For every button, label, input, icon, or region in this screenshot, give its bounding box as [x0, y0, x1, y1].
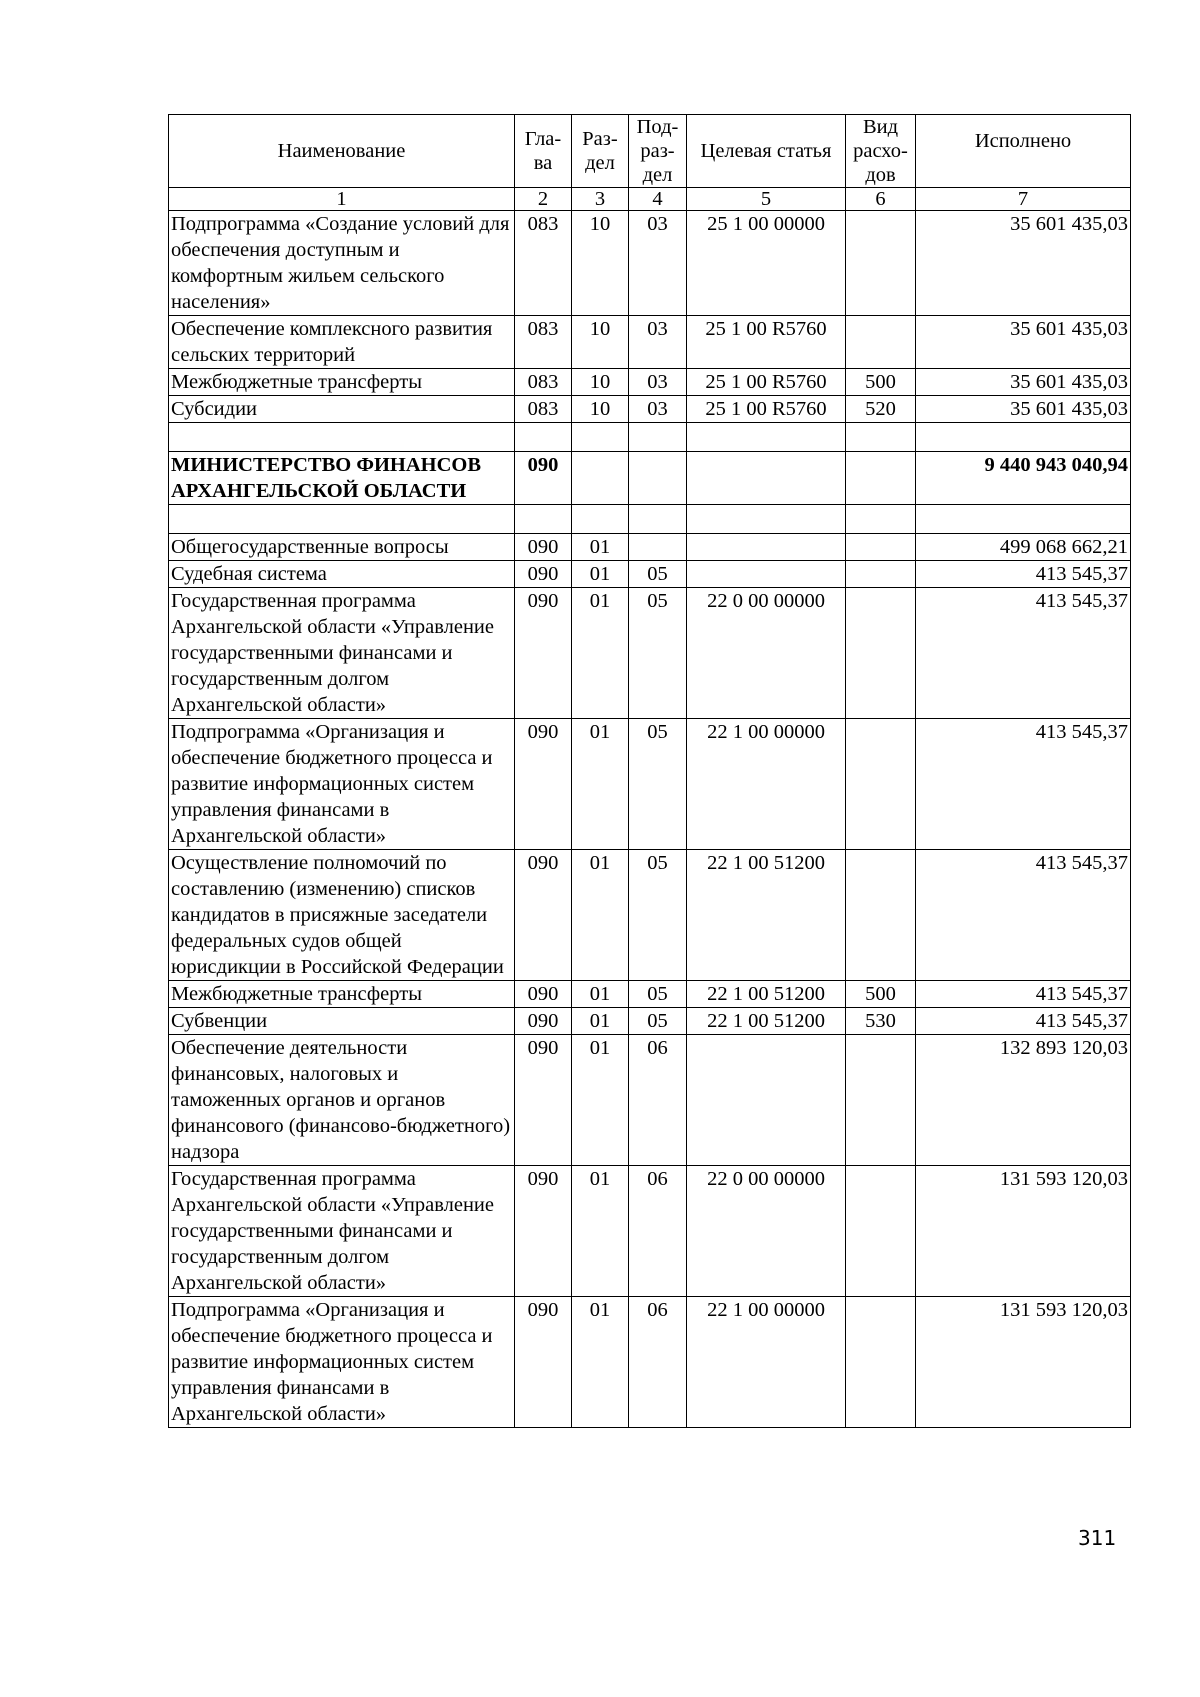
cell-name: Подпрограмма «Организация и обеспечение бюджетного процесса и развитие информационных систем управления финансами в Архангельской области»: [169, 1297, 515, 1428]
table-row: [169, 981, 1131, 1008]
cell-name: Общегосударственные вопросы: [169, 534, 515, 561]
cell-chapter: [515, 423, 572, 452]
cell-expense-type: [846, 423, 916, 452]
cell-subsection: 05: [629, 719, 687, 850]
cell-subsection: 03: [629, 316, 687, 369]
cell-name: Субсидии: [169, 396, 515, 423]
cell-section: 01: [572, 850, 629, 981]
budget-table: [168, 114, 1131, 1428]
cell-executed: 35 601 435,03: [916, 369, 1131, 396]
cell-expense-type: 520: [846, 396, 916, 423]
cell-chapter: 090: [515, 588, 572, 719]
cell-subsection: 05: [629, 981, 687, 1008]
header-expense-type: Вид расхо- дов: [846, 115, 916, 188]
cell-section: 10: [572, 211, 629, 316]
cell-chapter: 090: [515, 452, 572, 505]
header-subsection: Под- раз- дел: [629, 115, 687, 188]
cell-chapter: 090: [515, 981, 572, 1008]
cell-chapter: [515, 505, 572, 534]
cell-chapter: 090: [515, 561, 572, 588]
cell-target: 25 1 00 R5760: [687, 369, 846, 396]
cell-target: 25 1 00 00000: [687, 211, 846, 316]
cell-executed: 35 601 435,03: [916, 316, 1131, 369]
cell-executed: 132 893 120,03: [916, 1035, 1131, 1166]
cell-expense-type: [846, 1166, 916, 1297]
cell-target: [687, 423, 846, 452]
cell-chapter: 090: [515, 719, 572, 850]
cell-chapter: 083: [515, 211, 572, 316]
cell-executed: 499 068 662,21: [916, 534, 1131, 561]
cell-executed: 413 545,37: [916, 981, 1131, 1008]
cell-section: [572, 452, 629, 505]
cell-name: Обеспечение комплексного развития сельских территорий: [169, 316, 515, 369]
table-body: [169, 211, 1131, 1428]
cell-subsection: [629, 423, 687, 452]
cell-executed: 413 545,37: [916, 561, 1131, 588]
cell-section: 01: [572, 561, 629, 588]
cell-target: 22 1 00 51200: [687, 850, 846, 981]
cell-chapter: 090: [515, 1297, 572, 1428]
cell-expense-type: [846, 1035, 916, 1166]
cell-executed: 35 601 435,03: [916, 211, 1131, 316]
header-section: Раз- дел: [572, 115, 629, 188]
cell-target: 22 1 00 51200: [687, 981, 846, 1008]
table-row: [169, 1035, 1131, 1166]
cell-section: 10: [572, 369, 629, 396]
cell-expense-type: [846, 505, 916, 534]
cell-section: [572, 423, 629, 452]
cell-executed: 413 545,37: [916, 588, 1131, 719]
cell-name: Государственная программа Архангельской области «Управление государственными финансами и государственным долгом Архангельской области»: [169, 1166, 515, 1297]
page-number: 311: [1078, 1526, 1117, 1550]
cell-expense-type: 500: [846, 369, 916, 396]
cell-expense-type: [846, 588, 916, 719]
cell-target: [687, 561, 846, 588]
cell-executed: 35 601 435,03: [916, 396, 1131, 423]
cell-expense-type: [846, 1297, 916, 1428]
cell-target: 22 1 00 00000: [687, 719, 846, 850]
cell-subsection: 03: [629, 369, 687, 396]
cell-target: 22 1 00 51200: [687, 1008, 846, 1035]
cell-target: 22 0 00 00000: [687, 1166, 846, 1297]
cell-chapter: 090: [515, 1166, 572, 1297]
cell-name: Судебная система: [169, 561, 515, 588]
cell-executed: 413 545,37: [916, 719, 1131, 850]
cell-executed: 131 593 120,03: [916, 1166, 1131, 1297]
cell-expense-type: [846, 561, 916, 588]
table-row: [169, 452, 1131, 505]
cell-section: 10: [572, 396, 629, 423]
cell-chapter: 090: [515, 850, 572, 981]
cell-expense-type: 530: [846, 1008, 916, 1035]
cell-section: 01: [572, 719, 629, 850]
cell-subsection: [629, 534, 687, 561]
cell-subsection: 06: [629, 1166, 687, 1297]
cell-subsection: 05: [629, 1008, 687, 1035]
cell-name: Осуществление полномочий по составлению (изменению) списков кандидатов в присяжные заседатели федеральных судов общей юрисдикции в Российской Федерации: [169, 850, 515, 981]
table-row: [169, 1166, 1131, 1297]
cell-expense-type: 500: [846, 981, 916, 1008]
cell-name: [169, 423, 515, 452]
cell-expense-type: [846, 534, 916, 561]
cell-subsection: 05: [629, 588, 687, 719]
table-header-row: [169, 115, 1131, 188]
cell-executed: 9 440 943 040,94: [916, 452, 1131, 505]
cell-subsection: 03: [629, 211, 687, 316]
column-numbers-row: [169, 188, 1131, 211]
cell-executed: 131 593 120,03: [916, 1297, 1131, 1428]
cell-chapter: 090: [515, 1035, 572, 1166]
cell-name: Подпрограмма «Создание условий для обеспечения доступным и комфортным жильем сельского населения»: [169, 211, 515, 316]
cell-section: 01: [572, 1008, 629, 1035]
cell-expense-type: [846, 316, 916, 369]
table-row: [169, 588, 1131, 719]
cell-name: [169, 505, 515, 534]
cell-subsection: 06: [629, 1035, 687, 1166]
cell-subsection: 03: [629, 396, 687, 423]
cell-target: 25 1 00 R5760: [687, 316, 846, 369]
cell-chapter: 083: [515, 396, 572, 423]
cell-target: [687, 505, 846, 534]
cell-name: Субвенции: [169, 1008, 515, 1035]
cell-name: Подпрограмма «Организация и обеспечение бюджетного процесса и развитие информационных систем управления финансами в Архангельской области»: [169, 719, 515, 850]
spacer-row: [169, 505, 1131, 534]
cell-executed: [916, 505, 1131, 534]
column-number: 7: [916, 188, 1131, 211]
spacer-row: [169, 423, 1131, 452]
column-number: 6: [846, 188, 916, 211]
cell-target: [687, 534, 846, 561]
cell-chapter: 090: [515, 1008, 572, 1035]
table-row: [169, 316, 1131, 369]
cell-section: 10: [572, 316, 629, 369]
column-number: 1: [169, 188, 515, 211]
table-row: [169, 369, 1131, 396]
header-executed: Исполнено: [916, 115, 1131, 188]
table-row: [169, 850, 1131, 981]
cell-section: 01: [572, 981, 629, 1008]
cell-expense-type: [846, 850, 916, 981]
table-row: [169, 561, 1131, 588]
cell-chapter: 083: [515, 369, 572, 396]
cell-subsection: 05: [629, 561, 687, 588]
cell-name: Межбюджетные трансферты: [169, 369, 515, 396]
cell-subsection: [629, 452, 687, 505]
table-row: [169, 1008, 1131, 1035]
cell-section: 01: [572, 588, 629, 719]
cell-section: [572, 505, 629, 534]
column-number: 5: [687, 188, 846, 211]
cell-chapter: 090: [515, 534, 572, 561]
cell-target: [687, 1035, 846, 1166]
cell-subsection: [629, 505, 687, 534]
cell-name: Межбюджетные трансферты: [169, 981, 515, 1008]
cell-section: 01: [572, 534, 629, 561]
cell-name: Обеспечение деятельности финансовых, налоговых и таможенных органов и органов финансового (финансово-бюджетного) надзора: [169, 1035, 515, 1166]
header-name: Наименование: [169, 115, 515, 188]
cell-target: 22 1 00 00000: [687, 1297, 846, 1428]
table-row: [169, 719, 1131, 850]
cell-target: [687, 452, 846, 505]
cell-executed: 413 545,37: [916, 850, 1131, 981]
cell-name: Государственная программа Архангельской области «Управление государственными финансами и государственным долгом Архангельской области»: [169, 588, 515, 719]
cell-section: 01: [572, 1166, 629, 1297]
cell-expense-type: [846, 211, 916, 316]
column-number: 3: [572, 188, 629, 211]
cell-section: 01: [572, 1297, 629, 1428]
cell-chapter: 083: [515, 316, 572, 369]
column-number: 4: [629, 188, 687, 211]
cell-executed: [916, 423, 1131, 452]
table-row: [169, 534, 1131, 561]
table-row: [169, 396, 1131, 423]
header-chapter: Гла- ва: [515, 115, 572, 188]
header-target: Целевая статья: [687, 115, 846, 188]
column-number: 2: [515, 188, 572, 211]
budget-table-container: [168, 114, 1130, 1428]
cell-executed: 413 545,37: [916, 1008, 1131, 1035]
table-row: [169, 1297, 1131, 1428]
cell-target: 22 0 00 00000: [687, 588, 846, 719]
cell-target: 25 1 00 R5760: [687, 396, 846, 423]
cell-expense-type: [846, 719, 916, 850]
cell-expense-type: [846, 452, 916, 505]
cell-subsection: 06: [629, 1297, 687, 1428]
cell-subsection: 05: [629, 850, 687, 981]
cell-name: МИНИСТЕРСТВО ФИНАНСОВ АРХАНГЕЛЬСКОЙ ОБЛАСТИ: [169, 452, 515, 505]
cell-section: 01: [572, 1035, 629, 1166]
table-row: [169, 211, 1131, 316]
